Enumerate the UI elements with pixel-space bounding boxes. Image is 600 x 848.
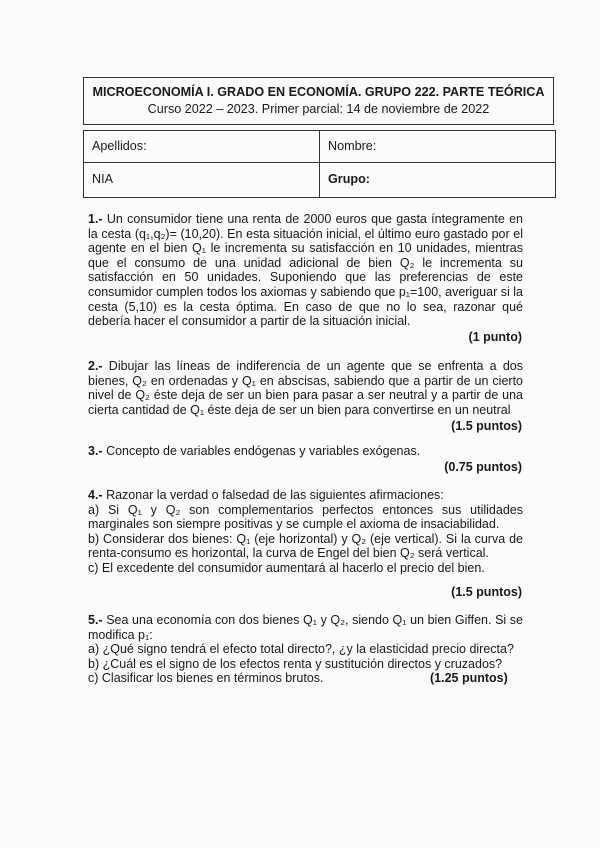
question-4 (88, 488, 523, 576)
question-number: 2.- (88, 359, 103, 373)
question-text: Razonar la verdad o falsedad de las siguientes afirmaciones: (102, 488, 444, 502)
question-text: Concepto de variables endógenas y variables exógenas. (102, 444, 421, 458)
exam-header (83, 77, 554, 125)
question-points: (1.5 puntos) (451, 419, 522, 433)
question-points: (1.25 puntos) (430, 671, 508, 685)
statement-a: a) ¿Qué signo tendrá el efecto total directo?, ¿y la elasticidad precio directa? (88, 642, 514, 657)
question-1 (88, 212, 523, 329)
question-number: 1.- (88, 212, 103, 226)
statement-b: b) Considerar dos bienes: Q₁ (eje horizontal) y Q₂ (eje vertical). Si la curva de renta-consumo es horizontal, la curva de Engel del bien Q₂ será vertical. (88, 531, 523, 561)
apellidos-field[interactable]: Apellidos: (92, 139, 147, 153)
question-number: 5.- (88, 613, 103, 627)
question-2 (88, 359, 523, 417)
exam-subtitle: Curso 2022 – 2023. Primer parcial: 14 de noviembre de 2022 (147, 102, 490, 116)
grupo-field[interactable]: Grupo: (328, 172, 370, 186)
divider (84, 162, 555, 163)
question-points: (1 punto) (468, 330, 522, 344)
nombre-field[interactable]: Nombre: (328, 139, 377, 153)
statement-c: c) Clasificar los bienes en términos brutos. (88, 671, 324, 686)
exam-title: MICROECONOMÍA I. GRADO EN ECONOMÍA. GRUPO 222. PARTE TEÓRICA (92, 85, 545, 99)
statement-b: b) ¿Cuál es el signo de los efectos renta y sustitución directos y cruzados? (88, 656, 503, 671)
question-points: (0.75 puntos) (444, 460, 522, 474)
question-points: (1.5 puntos) (451, 585, 522, 599)
student-info-table (83, 130, 556, 198)
nia-field[interactable]: NIA (92, 172, 113, 186)
question-text: Dibujar las líneas de indiferencia de un agente que se enfrenta a dos bienes, Q₂ en ordenadas y Q₁ en abscisas, sabiendo que a partir de un cierto nivel de Q₂ éste deja de ser un bien para pasar a ser neutral y a partir de una cierta cantidad de Q₁ éste deja de ser un bien para convertirse en un neutral (88, 359, 523, 417)
question-text: Sea una economía con dos bienes Q₁ y Q₂, siendo Q₁ un bien Giffen. Si se modifica p₁: (88, 613, 523, 642)
question-number: 3.- (88, 444, 103, 458)
question-text: Un consumidor tiene una renta de 2000 euros que gasta íntegramente en la cesta (q₁,q₂)= (10,20). En esta situación inicial, el último euro gastado por el agente en el bien Q₁ le incrementa su satisfacción en 10 unidades, mientras que el consumo de una unidad adicional de bien Q₂ le incrementa su satisfacción en 50 unidades. Suponiendo que las preferencias de este consumidor cumplen todos los axiomas y sabiendo que p₁=100, averiguar si la cesta (5,10) es la cesta óptima. En caso de que no lo sea, razonar qué debería hacer el consumidor a partir de la situación inicial. (88, 212, 523, 329)
statement-a: a) Si Q₁ y Q₂ son complementarios perfectos entonces sus utilidades marginales son siempre positivas y se cumple el axioma de insaciabilidad. (88, 502, 523, 532)
question-3 (88, 444, 523, 459)
statement-c: c) El excedente del consumidor aumentará al hacerlo el precio del bien. (88, 560, 485, 575)
question-number: 4.- (88, 488, 103, 502)
